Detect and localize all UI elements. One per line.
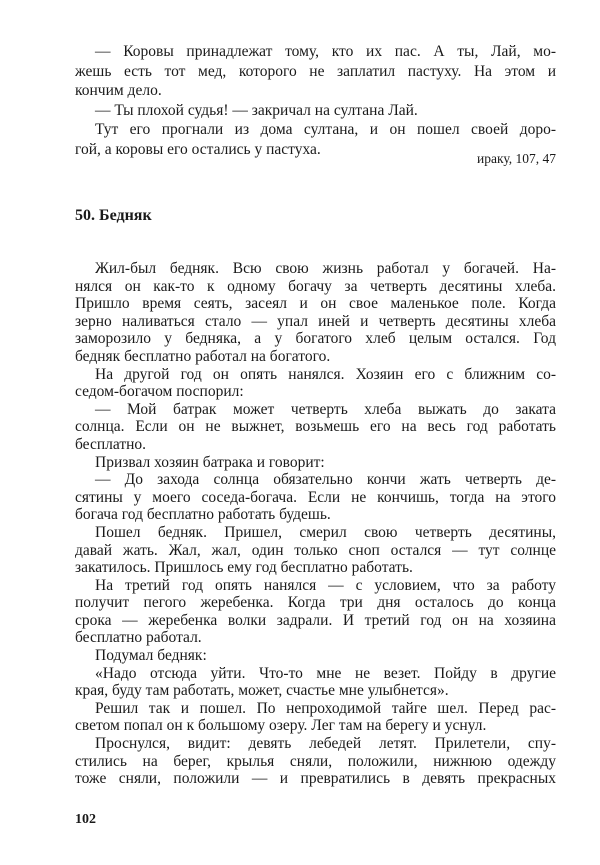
text-line: — До захода солнца обязательно кончи жать четверть де-: [95, 471, 556, 489]
text-line: солнца. Если он не выжнет, возьмешь его на весь год работать: [75, 418, 556, 436]
text-line: Подумал бедняк:: [95, 647, 207, 665]
paragraph: [75, 665, 556, 700]
text-line: Жил-был бедняк. Всю свою жизнь работал у богачей. На-: [95, 260, 556, 277]
text-line: тоже сняли, положили — и превратились в девять прекрасных: [75, 770, 556, 788]
paragraph: [75, 647, 556, 665]
paragraph: [75, 42, 556, 101]
paragraph: [75, 700, 556, 735]
source-citation: ираку, 107, 47: [477, 151, 556, 166]
text-line: — Ты плохой судья! — закричал на султана Лай.: [95, 101, 418, 119]
text-line: стились на берег, крылья сняли, положили, нижнюю одежду: [75, 752, 556, 770]
text-line: Проснулся, видит: девять лебедей летят. Прилетели, спу-: [95, 735, 556, 753]
page-number: 102: [75, 812, 96, 827]
text-line: получит пегого жеребенка. Когда три дня осталось до конца: [75, 594, 556, 612]
text-line: зерно наливаться стало — упал иней и четверть десятины хлеба: [75, 312, 556, 330]
text-line: жешь есть тот мед, которого не заплатил пастуху. На этом и: [75, 62, 556, 80]
text-line: гой, а коровы его остались у пастуха.: [75, 140, 321, 158]
paragraph: [75, 471, 556, 524]
text-line: сятины у моего соседа-богача. Если не кончишь, тогда на этого: [75, 488, 556, 506]
text-line: бесплатно работал.: [75, 629, 202, 647]
text-line: Пошел бедняк. Пришел, смерил свою четверть десятины,: [95, 523, 556, 541]
text-line: Тут его прогнали из дома султана, и он пошел своей доро-: [95, 121, 556, 139]
text-line: давай жать. Жал, жал, один только сноп остался — тут солнце: [75, 541, 556, 559]
text-line: бедняк бесплатно работал на богатого.: [75, 347, 331, 365]
text-line: — Мой батрак может четверть хлеба выжать до заката: [95, 400, 556, 418]
text-line: края, буду там работать, может, счастье мне улыбнется».: [75, 682, 449, 700]
text-line: закатилось. Пришлось ему год бесплатно работать.: [75, 559, 413, 577]
text-line: На другой год он опять нанялся. Хозяин его с ближним со-: [95, 365, 556, 383]
text-line: — Коровы принадлежат тому, кто их пас. А ты, Лай, мо-: [95, 43, 556, 60]
text-line: «Надо отсюда уйти. Что-то мне не везет. Пойду в другие: [95, 664, 556, 682]
text-line: светом попал он к большому озеру. Лег там на берегу и уснул.: [75, 717, 487, 735]
text-line: Пришло время сеять, засеял и он свое маленькое поле. Когда: [75, 295, 556, 313]
text-line: Решил так и пошел. По непроходимой тайге шел. Перед рас-: [95, 699, 556, 717]
tale-body: [75, 260, 556, 788]
paragraph: [75, 101, 556, 121]
paragraph: [75, 401, 556, 454]
text-line: нялся он как-то к одному богачу за четверть десятины хлеба.: [75, 277, 556, 295]
paragraph: [75, 260, 556, 366]
text-line: На третий год опять нанялся — с условием, что за работу: [95, 576, 556, 594]
paragraph: [75, 735, 556, 788]
paragraph: [75, 577, 556, 647]
text-line: заморозило у бедняка, а у богатого хлеб целым остался. Год: [75, 330, 556, 348]
text-line: богача год бесплатно работать будешь.: [75, 506, 331, 524]
text-line: срока — жеребенка волки задрали. И третий год он на хозяина: [75, 611, 556, 629]
text-line: седом-богачом поспорил:: [75, 383, 244, 401]
text-line: бесплатно.: [75, 435, 147, 453]
paragraph: [75, 524, 556, 577]
text-line: кончим дело.: [75, 82, 162, 100]
paragraph: [75, 366, 556, 401]
paragraph: [75, 454, 556, 472]
tale-heading: 50. Бедняк: [75, 207, 152, 224]
text-line: Призвал хозяин батрака и говорит:: [95, 453, 325, 471]
previous-tale-ending: [75, 42, 556, 160]
